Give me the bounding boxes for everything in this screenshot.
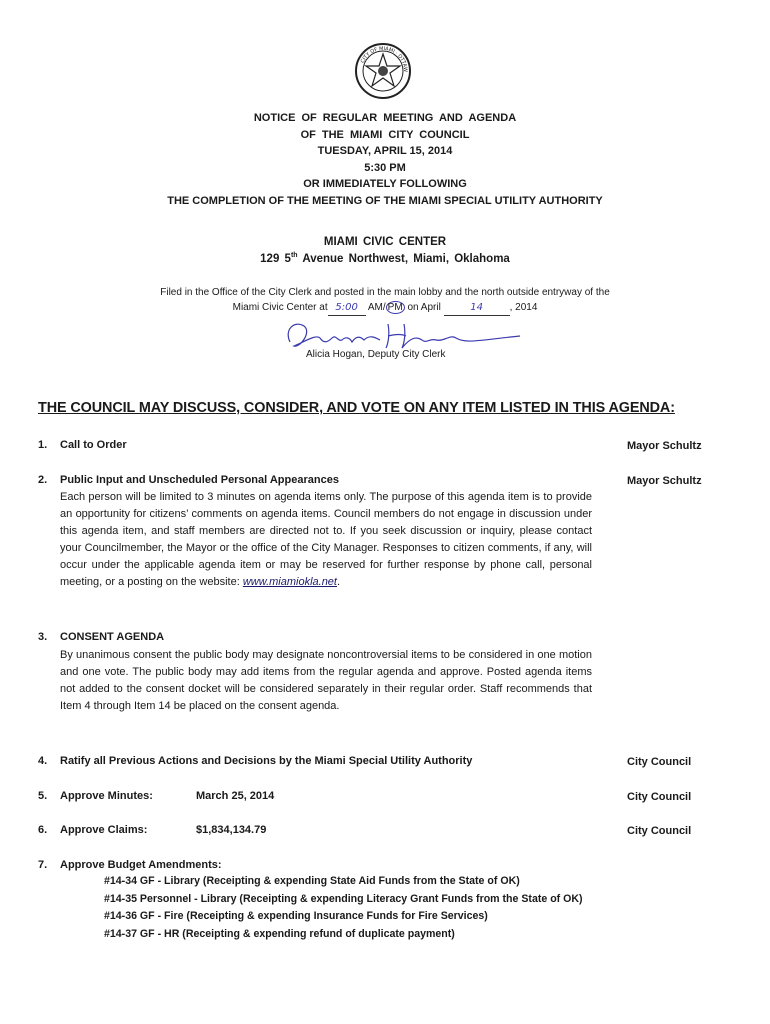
item-title: CONSENT AGENDA [60,631,165,643]
item-number: 6. [38,824,48,836]
item-3-body: By unanimous consent the public body may designate noncontroversial items to be considered in one motion and one vote. The public body may add items from the regular agenda and approve. Posted agenda items not added to the consent docket will be considered separately in their regular order. Staff recommends that Item 4 through Item 14 be placed on the consent agenda. [60,649,592,712]
notice-header [0,110,770,210]
venue-address: 129 5th Avenue Northwest, Miami, Oklahoma [260,252,510,265]
item-title: Approve Claims: [60,824,148,836]
header-line-3: TUESDAY, APRIL 15, 2014 [317,145,453,158]
item-value: March 25, 2014 [196,790,275,802]
website-link[interactable]: www.miamiokla.net [242,576,337,588]
filed-line-2: Miami Civic Center at 5:00 AM/ PM on April 14 , 2014 [0,301,770,317]
item-6-presenter: City Council [627,825,692,837]
item-value: $1,834,134.79 [196,824,267,836]
item-number: 3. [38,631,48,643]
svg-text:CITY OF MIAMI · OTTAWA COUNTY: CITY OF MIAMI · OTTAW [359,45,409,72]
venue [0,234,770,268]
venue-name: MIAMI CIVIC CENTER [323,236,447,248]
item-number: 5. [38,790,48,802]
budget-amendments [104,873,583,943]
item-number: 2. [38,474,48,486]
header-line-4: 5:30 PM [364,161,406,174]
item-number: 7. [38,859,48,871]
item-title: Call to Order [60,439,127,451]
header-line-6: THE COMPLETION OF THE MEETING OF THE MIAMI SPECIAL UTILITY AUTHORITY [167,194,603,207]
handwritten-time: 5:00 [328,301,366,317]
item-2-body: Each person will be limited to 3 minutes on agenda items only. The purpose of this agenda item is to provide an opportunity for citizens’ comments on agenda items. Council members do not engage in discussion under this agenda item, and staff members are directed not to. If you seek discussion or inquiry, please contact your Councilmember, the Mayor or the office of the City Manager. Responses to citizen comments, if any, will occur under the applicable agenda item or may be reserved for further response by phone call, personal meeting, or a posting on the website: www.miamiokla.net. [60,491,592,588]
pm-circled: PM [387,301,403,313]
handwritten-day: 14 [444,301,510,317]
item-title: Ratify all Previous Actions and Decisions by the Miami Special Utility Authority [60,755,473,767]
council-heading: THE COUNCIL MAY DISCUSS, CONSIDER, AND VOTE ON ANY ITEM LISTED IN THIS AGENDA: [38,400,675,416]
item-title: Approve Budget Amendments: [60,859,222,871]
header-line-1: NOTICE OF REGULAR MEETING AND AGENDA [253,112,517,124]
item-5-presenter: City Council [627,791,692,803]
item-number: 1. [38,439,48,451]
header-line-2: OF THE MIAMI CITY COUNCIL [300,128,470,141]
signer-name: Alicia Hogan, Deputy City Clerk [306,349,446,360]
item-2-presenter: Mayor Schultz [627,475,702,487]
city-seal [354,42,412,100]
filed-line-1: Filed in the Office of the City Clerk and posted in the main lobby and the north outside entryway of the [160,287,610,298]
item-title: Approve Minutes: [60,790,153,802]
item-1-presenter: Mayor Schultz [627,440,702,452]
amendment-item: #14-34 GF - Library (Receipting & expending State Aid Funds from the State of OK) [104,875,520,887]
item-4-presenter: City Council [627,756,692,768]
item-title: Public Input and Unscheduled Personal Appearances [60,474,339,486]
amendment-item: #14-35 Personnel - Library (Receipting & expending Literacy Grant Funds from the State of OK) [104,892,583,905]
item-number: 4. [38,755,48,767]
amendment-item: #14-37 GF - HR (Receipting & expending refund of duplicate payment) [104,927,455,940]
amendment-item: #14-36 GF - Fire (Receipting & expending Insurance Funds for Fire Services) [104,910,488,923]
header-line-5: OR IMMEDIATELY FOLLOWING [303,178,467,191]
